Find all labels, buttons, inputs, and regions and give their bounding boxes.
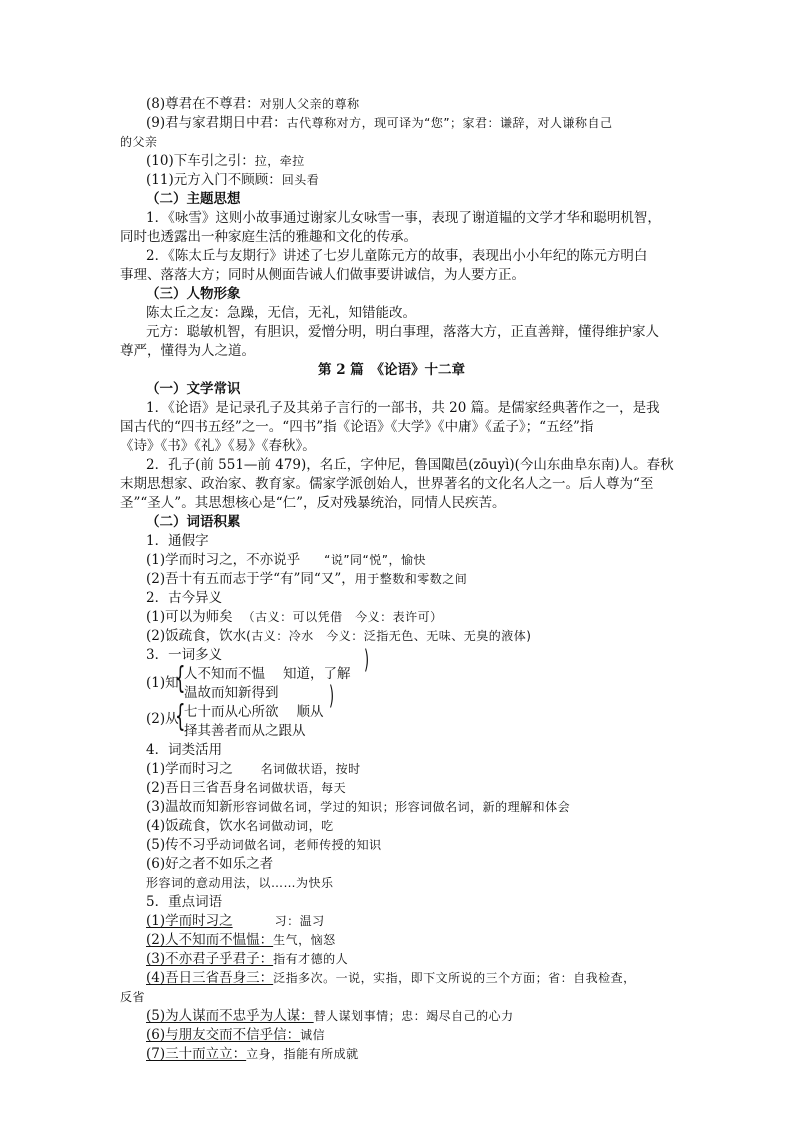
subheading: 3．一词多义: [146, 647, 223, 663]
entry-note: 反省: [120, 990, 146, 1004]
entry-line: [146, 969, 636, 987]
entry-line: [146, 551, 426, 569]
entry-term: 人不知而不愠: [184, 666, 265, 682]
paragraph-line: 国古代的“四书五经”之一。“四书”指《论语》《大学》《中庸》《孟子》；“五经”指: [120, 419, 594, 435]
entry-term: (9)君与家君期日中君：: [146, 115, 287, 131]
paragraph-line: 1．《论语》是记录孔子及其弟子言行的一部书，共 20 篇。是儒家经典著作之一，是我: [146, 400, 660, 416]
entry-note: 名词做状语，按时: [260, 762, 361, 776]
line-9: [146, 114, 613, 132]
entry-line: [146, 798, 570, 816]
entry-note: 立身，指能有所成就: [246, 1047, 359, 1061]
paragraph-line: 元方：聪敏机智，有胆识，爱憎分明，明白事理，落落大方，正直善辩，懂得维护家人: [146, 324, 659, 340]
entry-line: (6)好之者不如乐之者: [146, 856, 274, 872]
paragraph-line: 事理、落落大方；同时从侧面告诫人们做事要讲诚信，为人要方正。: [120, 267, 525, 283]
entry-term: (5)为人谋而不忠乎为人谋：: [146, 1008, 314, 1024]
entry-term: (5)传不习乎: [146, 837, 220, 853]
entry-term: (2)吾十有五而志于学“有”同“又”，: [146, 571, 355, 587]
entry-line: [146, 1045, 359, 1063]
polysemy-label: (1)知: [146, 675, 179, 691]
entry-note: (古义：冷水 今义：泛指无色、无味、无臭的液体): [246, 629, 532, 643]
entry-note: “说”同“悦”，愉快: [324, 553, 426, 567]
entry-term: (10)下车引之引：: [146, 153, 255, 169]
entry-line: [146, 912, 325, 930]
entry-note: （古义：可以凭借 今义：表许可）: [242, 610, 443, 624]
polysemy-example: [184, 665, 351, 683]
paragraph-line: 2．孔子(前 551—前 479)，名丘，字仲尼，鲁国陬邑(zōuyì)(今山东曲阜东南)人。春秋: [146, 457, 674, 473]
entry-line: [146, 760, 361, 778]
entry-term: (7)三十而立立：: [146, 1046, 247, 1062]
section-heading: （三）人物形象: [146, 286, 241, 302]
entry-line: [146, 950, 348, 968]
entry-note: 顺从: [296, 704, 324, 720]
entry-note: 回头看: [281, 173, 320, 187]
entry-note: 对别人父亲的尊称: [259, 97, 360, 111]
entry-note: 用于整数和零数之间: [354, 572, 468, 586]
subheading: 2．古今异义: [146, 590, 223, 606]
entry-term: (4)吾日三省吾身三：: [146, 970, 274, 986]
entry-line: [146, 817, 334, 835]
line-8: [146, 95, 360, 113]
entry-note: 诚信: [300, 1028, 326, 1042]
entry-term: (3)温故而知新: [146, 799, 233, 815]
entry-note: 生气，恼怒: [273, 933, 336, 947]
entry-line: [146, 570, 467, 588]
entry-note: 替人谋划事情；忠：竭尽自己的心力: [313, 1009, 514, 1023]
entry-term: (11)元方入门不顾顾：: [146, 172, 282, 188]
right-brace: ): [364, 645, 370, 675]
paragraph-line: 同时也透露出一种家庭生活的雅趣和文化的传承。: [120, 229, 417, 245]
left-brace: {: [175, 661, 186, 696]
left-brace: {: [175, 699, 186, 734]
section-heading: （二）词语积累: [146, 514, 241, 530]
paragraph-line: 尊严，懂得为人之道。: [120, 343, 255, 359]
entry-line: [146, 931, 336, 949]
entry-note: 指有才德的人: [273, 952, 349, 966]
section-heading: （二）主题思想: [146, 191, 241, 207]
polysemy-label: (2)从: [146, 711, 179, 727]
entry-line: [146, 1026, 325, 1044]
entry-term: (2)饭疏食，饮水: [146, 628, 247, 644]
entry-note: 习：温习: [274, 914, 325, 928]
subheading: 1．通假字: [146, 533, 209, 549]
entry-term: (4)饭疏食，饮水: [146, 818, 247, 834]
entry-note: 形容词的意动用法，以……为快乐: [146, 876, 334, 890]
line-10: [146, 152, 305, 170]
paragraph-line: 陈太丘之友：急躁，无信，无礼，知错能改。: [146, 305, 416, 321]
polysemy-example: 温故而知新得到: [184, 685, 279, 701]
polysemy-example: 择其善者而从之跟从: [184, 723, 306, 739]
paragraph-line: 2．《陈太丘与友期行》讲述了七岁儿童陈元方的故事，表现出小小年纪的陈元方明白: [146, 248, 648, 264]
entry-term: (1)学而时习之: [146, 761, 233, 777]
entry-note: 动词做名词，老师传授的知识: [219, 838, 382, 852]
entry-line: [146, 608, 443, 626]
subheading: 4．词类活用: [146, 742, 223, 758]
entry-note: 形容词做名词，学过的知识；形容词做名词，新的理解和体会: [232, 800, 571, 814]
entry-term: (1)学而时习之: [146, 913, 233, 929]
section-heading: （一）文学常识: [146, 381, 241, 397]
entry-term: 七十而从心所欲: [184, 704, 279, 720]
polysemy-example: [184, 703, 324, 721]
entry-term: (3)不亦君子乎君子：: [146, 951, 274, 967]
entry-line: [146, 627, 532, 645]
entry-note: 知道，了解: [283, 666, 351, 682]
subheading: 5．重点词语: [146, 894, 223, 910]
entry-line: [146, 836, 382, 854]
entry-note: 名词做动词，吃: [246, 819, 334, 833]
entry-term: (2)人不知而不愠愠：: [146, 932, 274, 948]
paragraph-line: 1．《咏雪》这则小故事通过谢家儿女咏雪一事，表现了谢道韫的文学才华和聪明机智，: [146, 210, 661, 226]
entry-term: (8)尊君在不尊君：: [146, 96, 260, 112]
entry-note: 名词做状语，每天: [246, 781, 347, 795]
right-brace: ): [329, 681, 335, 711]
entry-line: [146, 779, 346, 797]
entry-note: 泛指多次。一说，实指，即下文所说的三个方面；省：自我检查，: [273, 971, 636, 985]
paragraph-line: 末期思想家、政治家、教育家。儒家学派创始人，世界著名的文化名人之一。后人尊为“至: [120, 476, 654, 492]
line-9-cont: 的父亲: [120, 135, 158, 149]
entry-term: (1)学而时习之，不亦说乎: [146, 552, 301, 568]
paragraph-line: 圣”“圣人”。其思想核心是“仁”，反对残暴统治，同情人民疾苦。: [120, 495, 506, 511]
line-11: [146, 171, 319, 189]
entry-term: (1)可以为师矣: [146, 609, 233, 625]
entry-note: 拉，牵拉: [254, 154, 305, 168]
entry-note: 古代尊称对方，现可译为“您”；家君：谦辞，对人谦称自己: [286, 116, 613, 130]
paragraph-line: 《诗》《书》《礼》《易》《春秋》。: [120, 438, 316, 454]
entry-term: (6)与朋友交而不信乎信：: [146, 1027, 301, 1043]
chapter-title: 第 2 篇 《论语》十二章: [318, 362, 466, 378]
entry-line: [146, 1007, 514, 1025]
entry-term: (2)吾日三省吾身: [146, 780, 247, 796]
